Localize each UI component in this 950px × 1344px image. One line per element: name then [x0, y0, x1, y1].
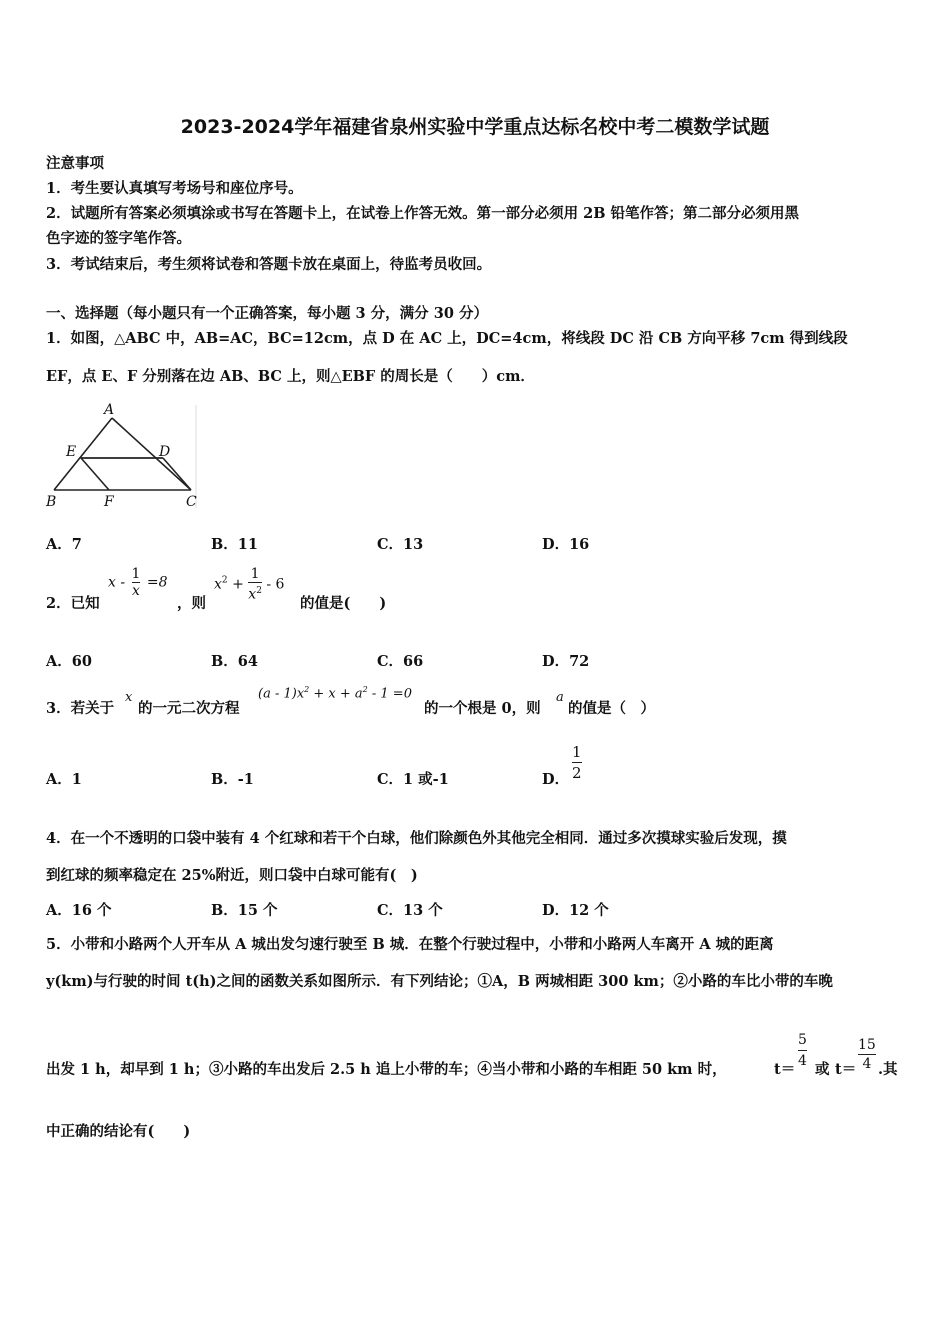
notice-heading: 注意事项 — [46, 155, 104, 172]
page-title: 2023-2024学年福建省泉州实验中学重点达标名校中考二模数学试题 — [180, 116, 770, 138]
label-d: D — [159, 444, 171, 460]
q2-option-a: A．60 — [46, 653, 92, 670]
q3-mid2: 的一个根是 0，则 — [424, 700, 541, 717]
q3-suffix: 的值是（ ） — [568, 700, 655, 717]
q4-option-d: D．12 个 — [542, 902, 609, 919]
segment-ef — [81, 458, 109, 490]
q3-var-x: x — [125, 690, 133, 705]
q3-option-d-fraction: $\frac{1}{2}$ — [572, 743, 582, 782]
q1-option-d: D．16 — [542, 536, 590, 553]
segment-ab — [54, 418, 112, 490]
segment-ac — [112, 418, 191, 490]
q1-option-b: B．11 — [211, 536, 258, 553]
q4-line2: 到红球的频率稳定在 25%附近，则口袋中白球可能有( ) — [46, 867, 418, 884]
q1-line2: EF，点 E、F 分别落在边 AB、BC 上，则△EBF 的周长是（ ）cm． — [46, 368, 535, 385]
q2-expression-fraction: $\frac{1}{x^2}$ — [248, 566, 262, 603]
q2-option-b: B．64 — [211, 653, 258, 670]
label-c: C — [186, 494, 197, 510]
q2-option-d: D．72 — [542, 653, 590, 670]
q2-expression: $x^2$ + $\frac{1}{x^2}$ - 6 — [214, 566, 285, 603]
q5-t2-fraction: $\frac{15}{4}$ — [858, 1037, 876, 1072]
q2-condition-fraction: $\frac{1}{x}$ — [131, 566, 141, 599]
q3-option-d: D． — [542, 771, 570, 788]
q5-line3: 出发 1 h，却早到 1 h；③小路的车出发后 2.5 h 追上小带的车；④当小带和小路的车相距 50 km 时， — [46, 1061, 727, 1078]
notice-item: 3．考试结束后，考生须将试卷和答题卡放在桌面上，待监考员收回。 — [46, 256, 492, 273]
q2-condition: x - $\frac{1}{x}$ =8 — [108, 566, 168, 599]
q3-option-c: C．1 或-1 — [377, 771, 449, 788]
q5-t1-fraction: $\frac{5}{4}$ — [798, 1032, 807, 1069]
q2-suffix: 的值是( ) — [300, 595, 387, 612]
label-e: E — [66, 444, 77, 460]
q2-option-c: C．66 — [377, 653, 424, 670]
q1-line1: 1．如图，△ABC 中，AB=AC，BC=12cm，点 D 在 AC 上，DC=4cm，将线段 DC 沿 CB 方向平移 7cm 得到线段 — [46, 330, 848, 347]
q5-line3-end: .其 — [878, 1061, 898, 1078]
notice-item: 1．考生要认真填写考场号和座位序号。 — [46, 180, 303, 197]
q3-option-a: A．1 — [46, 771, 82, 788]
q3-equation: $(a - 1)x^2 + x + a^2 - 1 =0$ — [258, 685, 412, 702]
q5-or: 或 — [815, 1061, 830, 1078]
q4-line1: 4．在一个不透明的口袋中装有 4 个红球和若干个白球，他们除颜色外其他完全相同．通过多次摸球实验后发现，摸 — [46, 830, 787, 847]
q4-option-a: A．16 个 — [46, 902, 112, 919]
notice-item: 色字迹的签字笔作答。 — [46, 230, 191, 247]
q3-option-b: B．-1 — [211, 771, 254, 788]
q4-option-c: C．13 个 — [377, 902, 443, 919]
q1-option-c: C．13 — [377, 536, 424, 553]
q5-t2-label: t＝ — [835, 1061, 857, 1078]
q4-option-b: B．15 个 — [211, 902, 278, 919]
label-b: B — [46, 494, 57, 510]
q5-line2: y(km)与行驶的时间 t(h)之间的函数关系如图所示．有下列结论；①A，B 两城相距 300 km；②小路的车比小带的车晚 — [46, 973, 833, 990]
notice-item: 2．试题所有答案必须填涂或书写在答题卡上，在试卷上作答无效。第一部分必须用 2B 铅笔作答；第二部分必须用黑 — [46, 205, 800, 222]
q3-prefix: 3．若关于 — [46, 700, 115, 717]
q5-t1-label: t＝ — [774, 1061, 796, 1078]
segment-dc — [163, 458, 191, 490]
q1-option-a: A．7 — [46, 536, 82, 553]
q5-line1: 5．小带和小路两个人开车从 A 城出发匀速行驶至 B 城．在整个行驶过程中，小带和小路两人车离开 A 城的距离 — [46, 936, 774, 953]
label-a: A — [104, 402, 115, 418]
q5-line4: 中正确的结论有( ) — [46, 1123, 191, 1140]
section-heading: 一、选择题（每小题只有一个正确答案，每小题 3 分，满分 30 分） — [46, 305, 488, 322]
q1-triangle-figure — [44, 400, 204, 512]
q3-var-a: a — [556, 690, 564, 705]
q2-mid: ，则 — [177, 595, 206, 612]
q3-mid: 的一元二次方程 — [138, 700, 240, 717]
label-f: F — [104, 494, 114, 510]
q2-prefix: 2．已知 — [46, 595, 100, 612]
